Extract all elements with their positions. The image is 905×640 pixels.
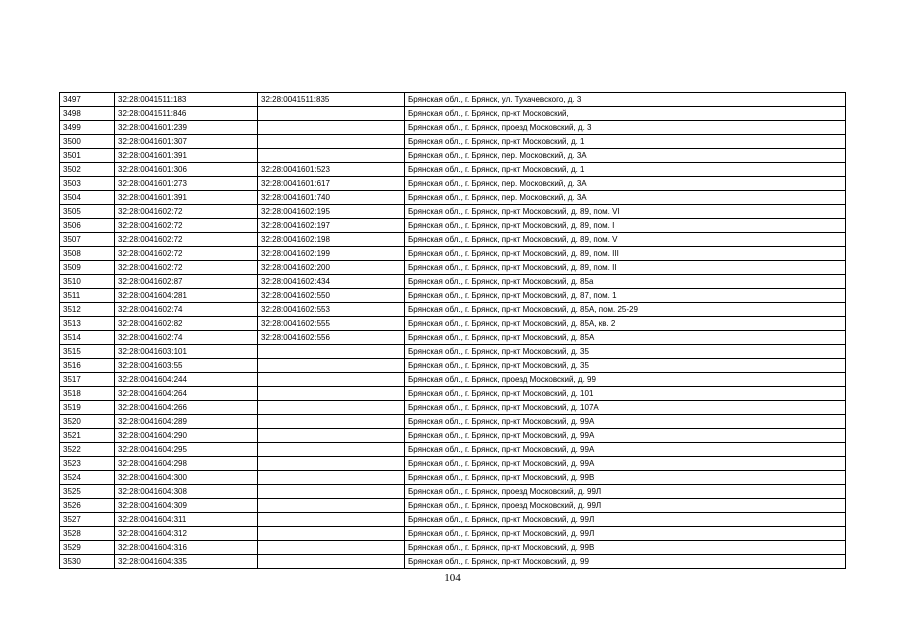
table-row — [60, 135, 846, 149]
parcel-number: 32:28:0041601:239 — [115, 121, 258, 135]
object-number: 32:28:0041602:197 — [258, 219, 405, 233]
object-number — [258, 485, 405, 499]
object-number: 32:28:0041601:523 — [258, 163, 405, 177]
object-number — [258, 527, 405, 541]
address: Брянская обл., г. Брянск, пр-кт Московский, д. 85а — [405, 275, 846, 289]
address: Брянская обл., г. Брянск, ул. Тухачевского, д. 3 — [405, 93, 846, 107]
object-number — [258, 443, 405, 457]
table-row — [60, 527, 846, 541]
table-row — [60, 149, 846, 163]
row-number: 3502 — [60, 163, 115, 177]
table-row — [60, 513, 846, 527]
address: Брянская обл., г. Брянск, пер. Московский, д. 3А — [405, 149, 846, 163]
row-number: 3510 — [60, 275, 115, 289]
address: Брянская обл., г. Брянск, пр-кт Московский, д. 85А, пом. 25-29 — [405, 303, 846, 317]
parcel-number: 32:28:0041603:101 — [115, 345, 258, 359]
parcel-number: 32:28:0041604:266 — [115, 401, 258, 415]
table-row — [60, 485, 846, 499]
object-number — [258, 107, 405, 121]
page-number: 104 — [444, 572, 461, 584]
parcel-number: 32:28:0041601:273 — [115, 177, 258, 191]
row-number: 3501 — [60, 149, 115, 163]
parcel-number: 32:28:0041602:74 — [115, 303, 258, 317]
table-row — [60, 555, 846, 569]
object-number: 32:28:0041602:553 — [258, 303, 405, 317]
object-number: 32:28:0041602:555 — [258, 317, 405, 331]
row-number: 3518 — [60, 387, 115, 401]
table-row — [60, 233, 846, 247]
object-number — [258, 457, 405, 471]
row-number: 3499 — [60, 121, 115, 135]
object-number — [258, 345, 405, 359]
table-row — [60, 457, 846, 471]
row-number: 3512 — [60, 303, 115, 317]
object-number: 32:28:0041602:550 — [258, 289, 405, 303]
address: Брянская обл., г. Брянск, пр-кт Московский, д. 107А — [405, 401, 846, 415]
parcel-number: 32:28:0041601:307 — [115, 135, 258, 149]
object-number — [258, 135, 405, 149]
parcel-number: 32:28:0041604:281 — [115, 289, 258, 303]
object-number: 32:28:0041601:617 — [258, 177, 405, 191]
address: Брянская обл., г. Брянск, пр-кт Московский, — [405, 107, 846, 121]
table-row — [60, 275, 846, 289]
row-number: 3521 — [60, 429, 115, 443]
table-row — [60, 345, 846, 359]
table-row — [60, 429, 846, 443]
object-number: 32:28:0041602:434 — [258, 275, 405, 289]
address: Брянская обл., г. Брянск, проезд Московский, д. 99Л — [405, 485, 846, 499]
address: Брянская обл., г. Брянск, пер. Московский, д. 3А — [405, 191, 846, 205]
row-number: 3513 — [60, 317, 115, 331]
object-number — [258, 471, 405, 485]
row-number: 3514 — [60, 331, 115, 345]
row-number: 3522 — [60, 443, 115, 457]
parcel-number: 32:28:0041604:244 — [115, 373, 258, 387]
table-row — [60, 303, 846, 317]
parcel-number: 32:28:0041511:183 — [115, 93, 258, 107]
row-number: 3525 — [60, 485, 115, 499]
row-number: 3509 — [60, 261, 115, 275]
parcel-number: 32:28:0041602:72 — [115, 247, 258, 261]
registry-table — [59, 92, 846, 569]
row-number: 3530 — [60, 555, 115, 569]
address: Брянская обл., г. Брянск, проезд Московский, д. 3 — [405, 121, 846, 135]
table-row — [60, 289, 846, 303]
parcel-number: 32:28:0041602:72 — [115, 261, 258, 275]
table-row — [60, 415, 846, 429]
address: Брянская обл., г. Брянск, пр-кт Московский, д. 99 — [405, 555, 846, 569]
object-number — [258, 541, 405, 555]
parcel-number: 32:28:0041601:391 — [115, 191, 258, 205]
table-row — [60, 317, 846, 331]
address: Брянская обл., г. Брянск, пр-кт Московский, д. 89, пом. V — [405, 233, 846, 247]
address: Брянская обл., г. Брянск, пр-кт Московский, д. 99Л — [405, 513, 846, 527]
address: Брянская обл., г. Брянск, пр-кт Московский, д. 1 — [405, 135, 846, 149]
row-number: 3529 — [60, 541, 115, 555]
row-number: 3497 — [60, 93, 115, 107]
parcel-number: 32:28:0041602:87 — [115, 275, 258, 289]
parcel-number: 32:28:0041604:295 — [115, 443, 258, 457]
object-number: 32:28:0041602:200 — [258, 261, 405, 275]
object-number: 32:28:0041601:740 — [258, 191, 405, 205]
address: Брянская обл., г. Брянск, пр-кт Московский, д. 35 — [405, 359, 846, 373]
object-number: 32:28:0041602:198 — [258, 233, 405, 247]
parcel-number: 32:28:0041604:290 — [115, 429, 258, 443]
parcel-number: 32:28:0041602:74 — [115, 331, 258, 345]
address: Брянская обл., г. Брянск, проезд Московский, д. 99Л — [405, 499, 846, 513]
row-number: 3498 — [60, 107, 115, 121]
parcel-number: 32:28:0041604:308 — [115, 485, 258, 499]
address: Брянская обл., г. Брянск, пр-кт Московский, д. 89, пом. VI — [405, 205, 846, 219]
parcel-number: 32:28:0041604:264 — [115, 387, 258, 401]
row-number: 3519 — [60, 401, 115, 415]
address: Брянская обл., г. Брянск, пр-кт Московский, д. 99А — [405, 429, 846, 443]
row-number: 3506 — [60, 219, 115, 233]
table-row — [60, 93, 846, 107]
table-row — [60, 191, 846, 205]
row-number: 3524 — [60, 471, 115, 485]
parcel-number: 32:28:0041602:82 — [115, 317, 258, 331]
parcel-number: 32:28:0041602:72 — [115, 233, 258, 247]
parcel-number: 32:28:0041601:306 — [115, 163, 258, 177]
table-row — [60, 471, 846, 485]
row-number: 3507 — [60, 233, 115, 247]
object-number — [258, 387, 405, 401]
object-number — [258, 513, 405, 527]
parcel-number: 32:28:0041602:72 — [115, 219, 258, 233]
object-number: 32:28:0041511:835 — [258, 93, 405, 107]
table-row — [60, 541, 846, 555]
row-number: 3515 — [60, 345, 115, 359]
table-row — [60, 331, 846, 345]
parcel-number: 32:28:0041604:298 — [115, 457, 258, 471]
table-row — [60, 163, 846, 177]
table-row — [60, 247, 846, 261]
address: Брянская обл., г. Брянск, пр-кт Московский, д. 89, пом. III — [405, 247, 846, 261]
address: Брянская обл., г. Брянск, пр-кт Московский, д. 99А — [405, 415, 846, 429]
row-number: 3520 — [60, 415, 115, 429]
parcel-number: 32:28:0041604:311 — [115, 513, 258, 527]
address: Брянская обл., г. Брянск, пр-кт Московский, д. 35 — [405, 345, 846, 359]
parcel-number: 32:28:0041511:846 — [115, 107, 258, 121]
table-row — [60, 121, 846, 135]
table-row — [60, 261, 846, 275]
row-number: 3500 — [60, 135, 115, 149]
table-row — [60, 401, 846, 415]
address: Брянская обл., г. Брянск, пр-кт Московский, д. 99А — [405, 457, 846, 471]
table-row — [60, 177, 846, 191]
object-number — [258, 415, 405, 429]
address: Брянская обл., г. Брянск, пр-кт Московский, д. 1 — [405, 163, 846, 177]
address: Брянская обл., г. Брянск, пр-кт Московский, д. 89, пом. II — [405, 261, 846, 275]
object-number — [258, 401, 405, 415]
row-number: 3528 — [60, 527, 115, 541]
table-row — [60, 373, 846, 387]
parcel-number: 32:28:0041604:300 — [115, 471, 258, 485]
address: Брянская обл., г. Брянск, пр-кт Московский, д. 85А — [405, 331, 846, 345]
address: Брянская обл., г. Брянск, пр-кт Московский, д. 99Л — [405, 527, 846, 541]
row-number: 3508 — [60, 247, 115, 261]
row-number: 3511 — [60, 289, 115, 303]
object-number — [258, 121, 405, 135]
address: Брянская обл., г. Брянск, пр-кт Московский, д. 101 — [405, 387, 846, 401]
object-number — [258, 149, 405, 163]
address: Брянская обл., г. Брянск, пер. Московский, д. 3А — [405, 177, 846, 191]
address: Брянская обл., г. Брянск, пр-кт Московский, д. 99А — [405, 443, 846, 457]
address: Брянская обл., г. Брянск, пр-кт Московский, д. 89, пом. I — [405, 219, 846, 233]
row-number: 3517 — [60, 373, 115, 387]
table-row — [60, 443, 846, 457]
parcel-number: 32:28:0041604:335 — [115, 555, 258, 569]
table-row — [60, 499, 846, 513]
address: Брянская обл., г. Брянск, пр-кт Московский, д. 87, пом. 1 — [405, 289, 846, 303]
address: Брянская обл., г. Брянск, пр-кт Московский, д. 99В — [405, 541, 846, 555]
table-row — [60, 219, 846, 233]
object-number: 32:28:0041602:556 — [258, 331, 405, 345]
object-number — [258, 373, 405, 387]
object-number: 32:28:0041602:199 — [258, 247, 405, 261]
object-number — [258, 555, 405, 569]
parcel-number: 32:28:0041604:289 — [115, 415, 258, 429]
object-number — [258, 359, 405, 373]
registry-table-body — [60, 93, 846, 569]
row-number: 3526 — [60, 499, 115, 513]
parcel-number: 32:28:0041601:391 — [115, 149, 258, 163]
parcel-number: 32:28:0041602:72 — [115, 205, 258, 219]
row-number: 3516 — [60, 359, 115, 373]
row-number: 3504 — [60, 191, 115, 205]
parcel-number: 32:28:0041604:309 — [115, 499, 258, 513]
row-number: 3505 — [60, 205, 115, 219]
parcel-number: 32:28:0041604:312 — [115, 527, 258, 541]
table-row — [60, 387, 846, 401]
table-row — [60, 107, 846, 121]
object-number — [258, 429, 405, 443]
object-number: 32:28:0041602:195 — [258, 205, 405, 219]
row-number: 3527 — [60, 513, 115, 527]
parcel-number: 32:28:0041603:55 — [115, 359, 258, 373]
object-number — [258, 499, 405, 513]
address: Брянская обл., г. Брянск, пр-кт Московский, д. 99В — [405, 471, 846, 485]
address: Брянская обл., г. Брянск, проезд Московский, д. 99 — [405, 373, 846, 387]
row-number: 3523 — [60, 457, 115, 471]
row-number: 3503 — [60, 177, 115, 191]
address: Брянская обл., г. Брянск, пр-кт Московский, д. 85А, кв. 2 — [405, 317, 846, 331]
parcel-number: 32:28:0041604:316 — [115, 541, 258, 555]
table-row — [60, 359, 846, 373]
table-row — [60, 205, 846, 219]
